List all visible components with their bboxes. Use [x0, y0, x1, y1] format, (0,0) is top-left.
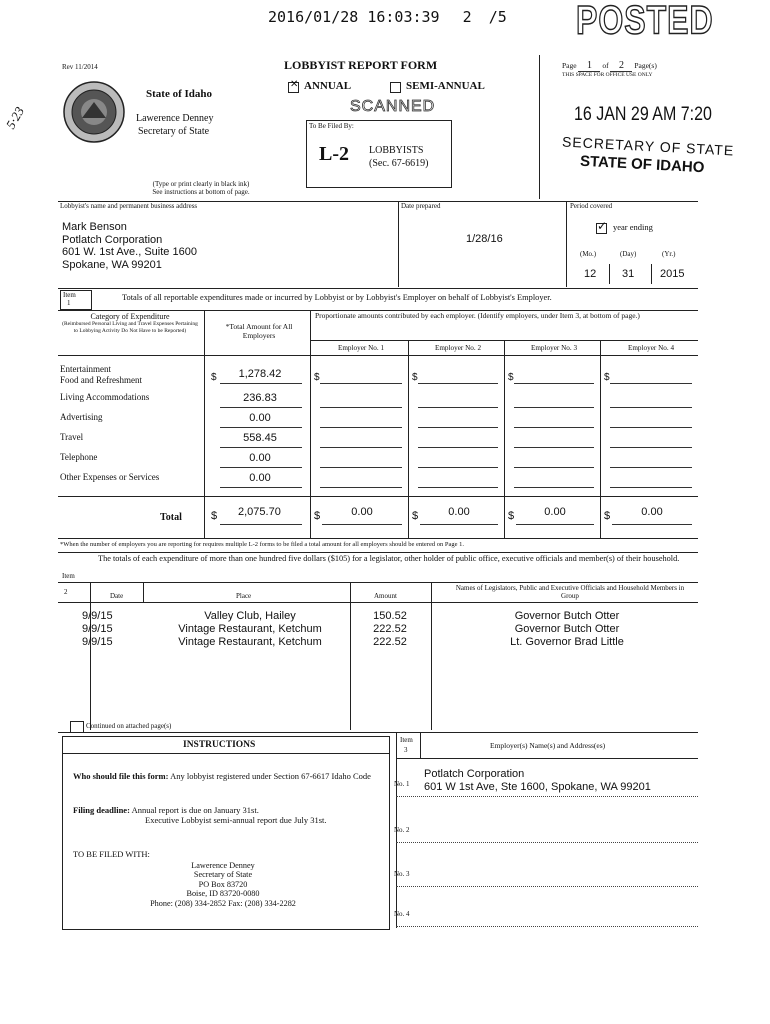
- employer-amount-field[interactable]: [610, 383, 692, 384]
- lobbyist-info: [62, 221, 197, 271]
- lobbyist-company: Potlatch Corporation: [62, 233, 163, 246]
- idaho-seal: [62, 80, 126, 144]
- item3-label: Item: [400, 736, 413, 744]
- state-name: State of Idaho: [146, 88, 213, 100]
- posted-stamp: POSTED: [576, 0, 714, 43]
- instructions-title: INSTRUCTIONS: [183, 740, 256, 750]
- proportionate-header: Proportionate amounts contributed by each employer. (Identify employers, under Item 3, at bottom of page.): [315, 311, 640, 320]
- scanned-stamp: SCANNED: [350, 98, 436, 115]
- page-indicator: Page 1 of 2 Page(s): [562, 60, 657, 71]
- continued-label: Continued on attached page(s): [86, 722, 172, 730]
- employer-total-2: 0.00: [448, 506, 470, 518]
- state-stamp: STATE OF IDAHO: [579, 152, 705, 177]
- category-total[interactable]: 0.00: [249, 412, 271, 424]
- semiannual-label: SEMI-ANNUAL: [406, 80, 485, 92]
- item3-heading: Employer(s) Name(s) and Address(es): [490, 741, 606, 750]
- category-row-label: Advertising: [60, 412, 103, 422]
- employer-amount-field[interactable]: [418, 407, 498, 408]
- expenditure-date: 9/9/15: [82, 610, 113, 622]
- item1-footnote: *When the number of employers you are reporting for requires multiple L-2 forms to be filed a total amount for all employers should be entered on Page 1.: [60, 541, 464, 548]
- item1-tag: Item 1: [60, 290, 92, 310]
- filed-by-label: To Be Filed By:: [309, 122, 354, 130]
- page-total: 2: [610, 60, 632, 72]
- employer-amount-field[interactable]: [320, 447, 402, 448]
- expenditure-place: Vintage Restaurant, Ketchum: [178, 623, 322, 635]
- employer-amount-field[interactable]: [320, 407, 402, 408]
- instructions-box: [62, 736, 390, 930]
- lobbyist-label: Lobbyist's name and permanent business address: [60, 202, 198, 210]
- period-label: Period covered: [570, 202, 613, 210]
- item3-number: 3: [404, 746, 408, 754]
- section-label: (Sec. 67-6619): [369, 158, 429, 169]
- official-title: Secretary of State: [138, 126, 210, 137]
- lobbyist-address1: 601 W. 1st Ave., Suite 1600: [62, 246, 197, 258]
- employer-name[interactable]: Potlatch Corporation: [424, 768, 525, 780]
- category-total[interactable]: 558.45: [243, 432, 277, 444]
- employer-amount-field[interactable]: [514, 383, 594, 384]
- employer-total-1: 0.00: [351, 506, 373, 518]
- employer-amount-field[interactable]: [418, 447, 498, 448]
- item1-heading: Totals of all reportable expenditures made or incurred by Lobbyist or by Lobbyist's Employer on behalf of Lobbyist's Employer.: [122, 293, 552, 302]
- category-row-label: Living Accommodations: [60, 392, 150, 402]
- filed-by-box: [306, 120, 452, 188]
- fax-page-total: /5: [488, 8, 507, 26]
- annual-label: ANNUAL: [304, 80, 352, 92]
- employer-amount-field[interactable]: [514, 487, 594, 488]
- lobbyist-name: Mark Benson: [62, 221, 127, 233]
- official-name: Lawerence Denney: [136, 113, 214, 124]
- col-place: Place: [236, 592, 252, 600]
- employer-header-1: Employer No. 1: [337, 344, 385, 352]
- received-stamp: 16 JAN 29 AM 7:20: [574, 104, 712, 125]
- category-total[interactable]: 0.00: [249, 452, 271, 464]
- expenditure-amount: 222.52: [373, 636, 407, 648]
- col-date: Date: [110, 592, 124, 600]
- category-header: Category of Expenditure (Reimbursed Personal Living and Travel Expenses Pertaining to Lobbying Activity Do Not Have to be Reported): [62, 312, 198, 334]
- date-prepared-label: Date prepared: [401, 202, 441, 210]
- employer-header-4: Employer No. 4: [627, 344, 675, 352]
- category-row-label: Other Expenses or Services: [60, 472, 160, 482]
- category-total[interactable]: 0.00: [249, 472, 271, 484]
- item2-label: Item: [62, 572, 75, 580]
- employer-amount-field[interactable]: [514, 427, 594, 428]
- expenditure-date: 9/9/15: [82, 623, 113, 635]
- form-code: L-2: [319, 143, 349, 165]
- grand-total: 2,075.70: [238, 506, 281, 518]
- col-amount: Amount: [374, 592, 397, 600]
- employer-number: No. 1: [394, 780, 410, 788]
- employer-number: No. 3: [394, 870, 410, 878]
- expenditure-date: 9/9/15: [82, 636, 113, 648]
- type-note: (Type or print clearly in black ink) See instructions at bottom of page.: [152, 180, 250, 196]
- expenditure-amount: 222.52: [373, 623, 407, 635]
- annual-checkbox[interactable]: ✕: [288, 82, 299, 93]
- employer-amount-field[interactable]: [610, 447, 692, 448]
- fax-page-number: 2: [462, 8, 472, 26]
- period-day: 31: [622, 268, 635, 280]
- period-month: 12: [584, 268, 597, 280]
- category-row-label: Travel: [60, 432, 84, 442]
- employer-number: No. 4: [394, 910, 410, 918]
- item2-number: 2: [64, 588, 68, 596]
- employer-amount-field[interactable]: [610, 467, 692, 468]
- semiannual-checkbox[interactable]: [390, 82, 401, 93]
- employer-amount-field[interactable]: [610, 487, 692, 488]
- office-use-note: THIS SPACE FOR OFFICE USE ONLY: [562, 72, 653, 78]
- total-label: Total: [160, 512, 182, 523]
- employer-amount-field[interactable]: [514, 447, 594, 448]
- employer-amount-field[interactable]: [418, 467, 498, 468]
- employer-total-3: 0.00: [544, 506, 566, 518]
- form-title: LOBBYIST REPORT FORM: [284, 58, 438, 72]
- employer-total-4: 0.00: [641, 506, 663, 518]
- expenditure-place: Valley Club, Hailey: [204, 610, 296, 622]
- expenditure-amount: 150.52: [373, 610, 407, 622]
- employer-amount-field[interactable]: [320, 467, 402, 468]
- employer-address[interactable]: 601 W 1st Ave, Ste 1600, Spokane, WA 99201: [424, 781, 651, 793]
- category-row-label: Telephone: [60, 452, 98, 462]
- fax-header: [268, 8, 507, 26]
- secretary-stamp: SECRETARY OF STATE: [561, 133, 735, 159]
- category-total[interactable]: 236.83: [243, 392, 277, 404]
- expenditure-names: Governor Butch Otter: [514, 610, 620, 622]
- lobbyist-address2: Spokane, WA 99201: [62, 258, 162, 271]
- item2-heading: The totals of each expenditure of more than one hundred five dollars ($105) for a legislator, other holder of public office, executive officials and member(s) of their household.: [98, 554, 680, 563]
- employer-number: No. 2: [394, 826, 410, 834]
- category-total[interactable]: 1,278.42: [238, 368, 282, 380]
- employer-amount-field[interactable]: [514, 407, 594, 408]
- employer-amount-field[interactable]: [320, 487, 402, 488]
- page-number: 1: [578, 60, 600, 72]
- employer-header-2: Employer No. 2: [434, 344, 482, 352]
- date-prepared-value: 1/28/16: [466, 233, 503, 245]
- filing-deadline: Filing deadline: Annual report is due on January 31st. Executive Lobbyist semi-annual report due July 31st.: [73, 805, 327, 825]
- employer-amount-field[interactable]: [320, 383, 402, 384]
- employer-amount-field[interactable]: [418, 383, 498, 384]
- who-should-file: Who should file this form: Any lobbyist registered under Section 67-6617 Idaho Code: [73, 771, 371, 781]
- lobbyists-label: LOBBYISTS: [369, 145, 424, 156]
- year-ending-label: year ending: [613, 222, 653, 232]
- employer-amount-field[interactable]: [610, 407, 692, 408]
- employer-amount-field[interactable]: [610, 427, 692, 428]
- fax-timestamp: 2016/01/28 16:03:39: [268, 8, 440, 26]
- period-year: 2015: [660, 268, 685, 280]
- expenditure-names: Lt. Governor Brad Little: [510, 636, 624, 648]
- year-ending-checkbox[interactable]: ✓: [597, 219, 608, 233]
- employer-header-3: Employer No. 3: [530, 344, 578, 352]
- col-names: Names of Legislators, Public and Executive Officials and Household Members in Group: [455, 584, 685, 600]
- total-header: *Total Amount for All Employers: [225, 322, 293, 340]
- filing-address: Lawerence Denney Secretary of State PO Box 83720 Boise, ID 83720-0080 Phone: (208) 334-2852 Fax: (208) 334-2282: [150, 861, 296, 908]
- category-row-label: Entertainment Food and Refreshment: [60, 364, 142, 385]
- employer-amount-field[interactable]: [320, 427, 402, 428]
- handwritten-margin-note: 5·23: [2, 104, 28, 132]
- employer-amount-field[interactable]: [418, 427, 498, 428]
- employer-amount-field[interactable]: [514, 467, 594, 468]
- expenditure-place: Vintage Restaurant, Ketchum: [178, 636, 322, 648]
- file-with-label: TO BE FILED WITH:: [73, 849, 150, 859]
- period-units: (Mo.) (Day) (Yr.): [580, 250, 676, 258]
- form-revision: Rev 11/2014: [62, 63, 98, 71]
- employer-amount-field[interactable]: [418, 487, 498, 488]
- expenditure-names: Governor Butch Otter: [514, 623, 620, 635]
